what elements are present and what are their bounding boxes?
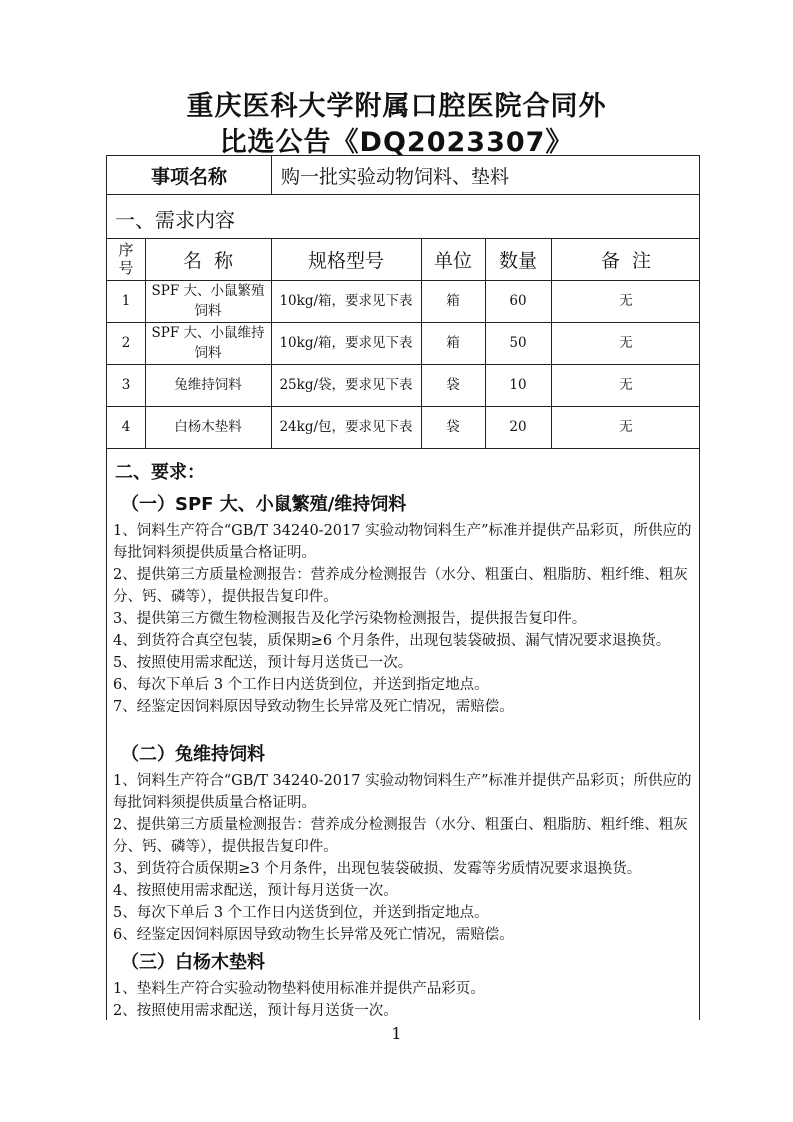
sub2-item: 5、每次下单后 3 个工作日内送货到位，并送到指定地点。 [113,905,489,921]
sub2-item: 6、经鉴定因饲料原因导致动物生长异常及死亡情况，需赔偿。 [113,927,514,943]
sub2-item: 3、到货符合质保期≥3 个月条件，出现包装袋破损、发霉等劣质情况要求退换货。 [113,861,642,877]
sub3-item: 2、按照使用需求配送，预计每月送货一次。 [113,1003,398,1019]
page-number: 1 [391,1024,402,1043]
row2-qty: 50 [509,335,527,351]
sub2-item: 4、按照使用需求配送，预计每月送货一次。 [113,883,398,899]
sub1-item: 3、提供第三方微生物检测报告及化学污染物检测报告，提供报告复印件。 [113,611,587,627]
title-line-2: 比选公告《DQ2023307》 [219,127,574,158]
sub1-item: 5、按照使用需求配送，预计每月送货已一次。 [113,655,413,671]
row3-unit: 袋 [446,377,460,393]
sub3-list [113,978,693,1022]
row2-name: SPF 大、小鼠维持饲料 [151,325,265,361]
row2-index: 2 [121,335,131,351]
col-header-index: 序号 [118,241,134,277]
sub2-item: 2、提供第三方质量检测报告：营养成分检测报告（水分、粗蛋白、粗脂肪、粗纤维、粗灰分、钙、磷等），提供报告复印件。 [113,817,688,855]
col-header-name: 名 称 [182,249,234,272]
row2-note: 无 [619,335,633,351]
row1-note: 无 [619,293,633,309]
section1-heading: 一、需求内容 [115,208,235,232]
sub1-item: 4、到货符合真空包装，质保期≥6 个月条件，出现包装袋破损、漏气情况要求退换货。 [113,633,671,649]
row4-qty: 20 [509,419,527,435]
row1-name: SPF 大、小鼠繁殖饲料 [151,283,265,319]
row2-unit: 箱 [446,335,460,351]
row3-name: 兔维持饲料 [174,377,242,393]
sub2-list [113,770,693,946]
row1-index: 1 [121,293,131,309]
row4-note: 无 [619,419,633,435]
col-header-unit: 单位 [433,249,472,272]
sub1-item: 1、饲料生产符合“GB/T 34240-2017 实验动物饲料生产”标准并提供产品彩页，所供应的每批饲料须提供质量合格证明。 [113,523,692,561]
sub3-item: 1、垫料生产符合实验动物垫料使用标准并提供产品彩页。 [113,981,485,997]
item-name-label: 事项名称 [150,165,227,188]
sub1-list [113,520,693,718]
row1-spec: 10kg/箱，要求见下表 [279,293,413,309]
item-name-value: 购一批实验动物饲料、垫料 [281,165,510,188]
row3-index: 3 [121,377,131,393]
announcement-table [106,155,700,1020]
row4-index: 4 [121,419,131,435]
row4-unit: 袋 [446,419,460,435]
col-header-qty: 数量 [498,249,537,272]
sub2-item: 1、饲料生产符合“GB/T 34240-2017 实验动物饲料生产”标准并提供产品彩页；所供应的每批饲料须提供质量合格证明。 [113,773,692,811]
sub1-item: 2、提供第三方质量检测报告：营养成分检测报告（水分、粗蛋白、粗脂肪、粗纤维、粗灰分、钙、磷等），提供报告复印件。 [113,567,688,605]
row4-spec: 24kg/包，要求见下表 [279,419,413,435]
sub3-heading: （三）白杨木垫料 [121,952,265,973]
row4-name: 白杨木垫料 [174,419,242,435]
row3-qty: 10 [509,377,527,393]
col-header-spec: 规格型号 [307,249,384,272]
row1-qty: 60 [509,293,527,309]
sub1-item: 7、经鉴定因饲料原因导致动物生长异常及死亡情况，需赔偿。 [113,699,514,715]
row3-spec: 25kg/袋，要求见下表 [279,377,413,393]
section2-heading: 二、要求： [115,462,205,483]
row1-unit: 箱 [446,293,460,309]
col-header-note: 备 注 [600,249,652,272]
sub1-item: 6、每次下单后 3 个工作日内送货到位，并送到指定地点。 [113,677,489,693]
sub1-heading: （一）SPF 大、小鼠繁殖/维持饲料 [121,494,407,515]
row2-spec: 10kg/箱，要求见下表 [279,335,413,351]
sub2-heading: （二）兔维持饲料 [121,744,265,765]
row3-note: 无 [619,377,633,393]
title-line-1: 重庆医科大学附属口腔医院合同外 [186,91,607,122]
